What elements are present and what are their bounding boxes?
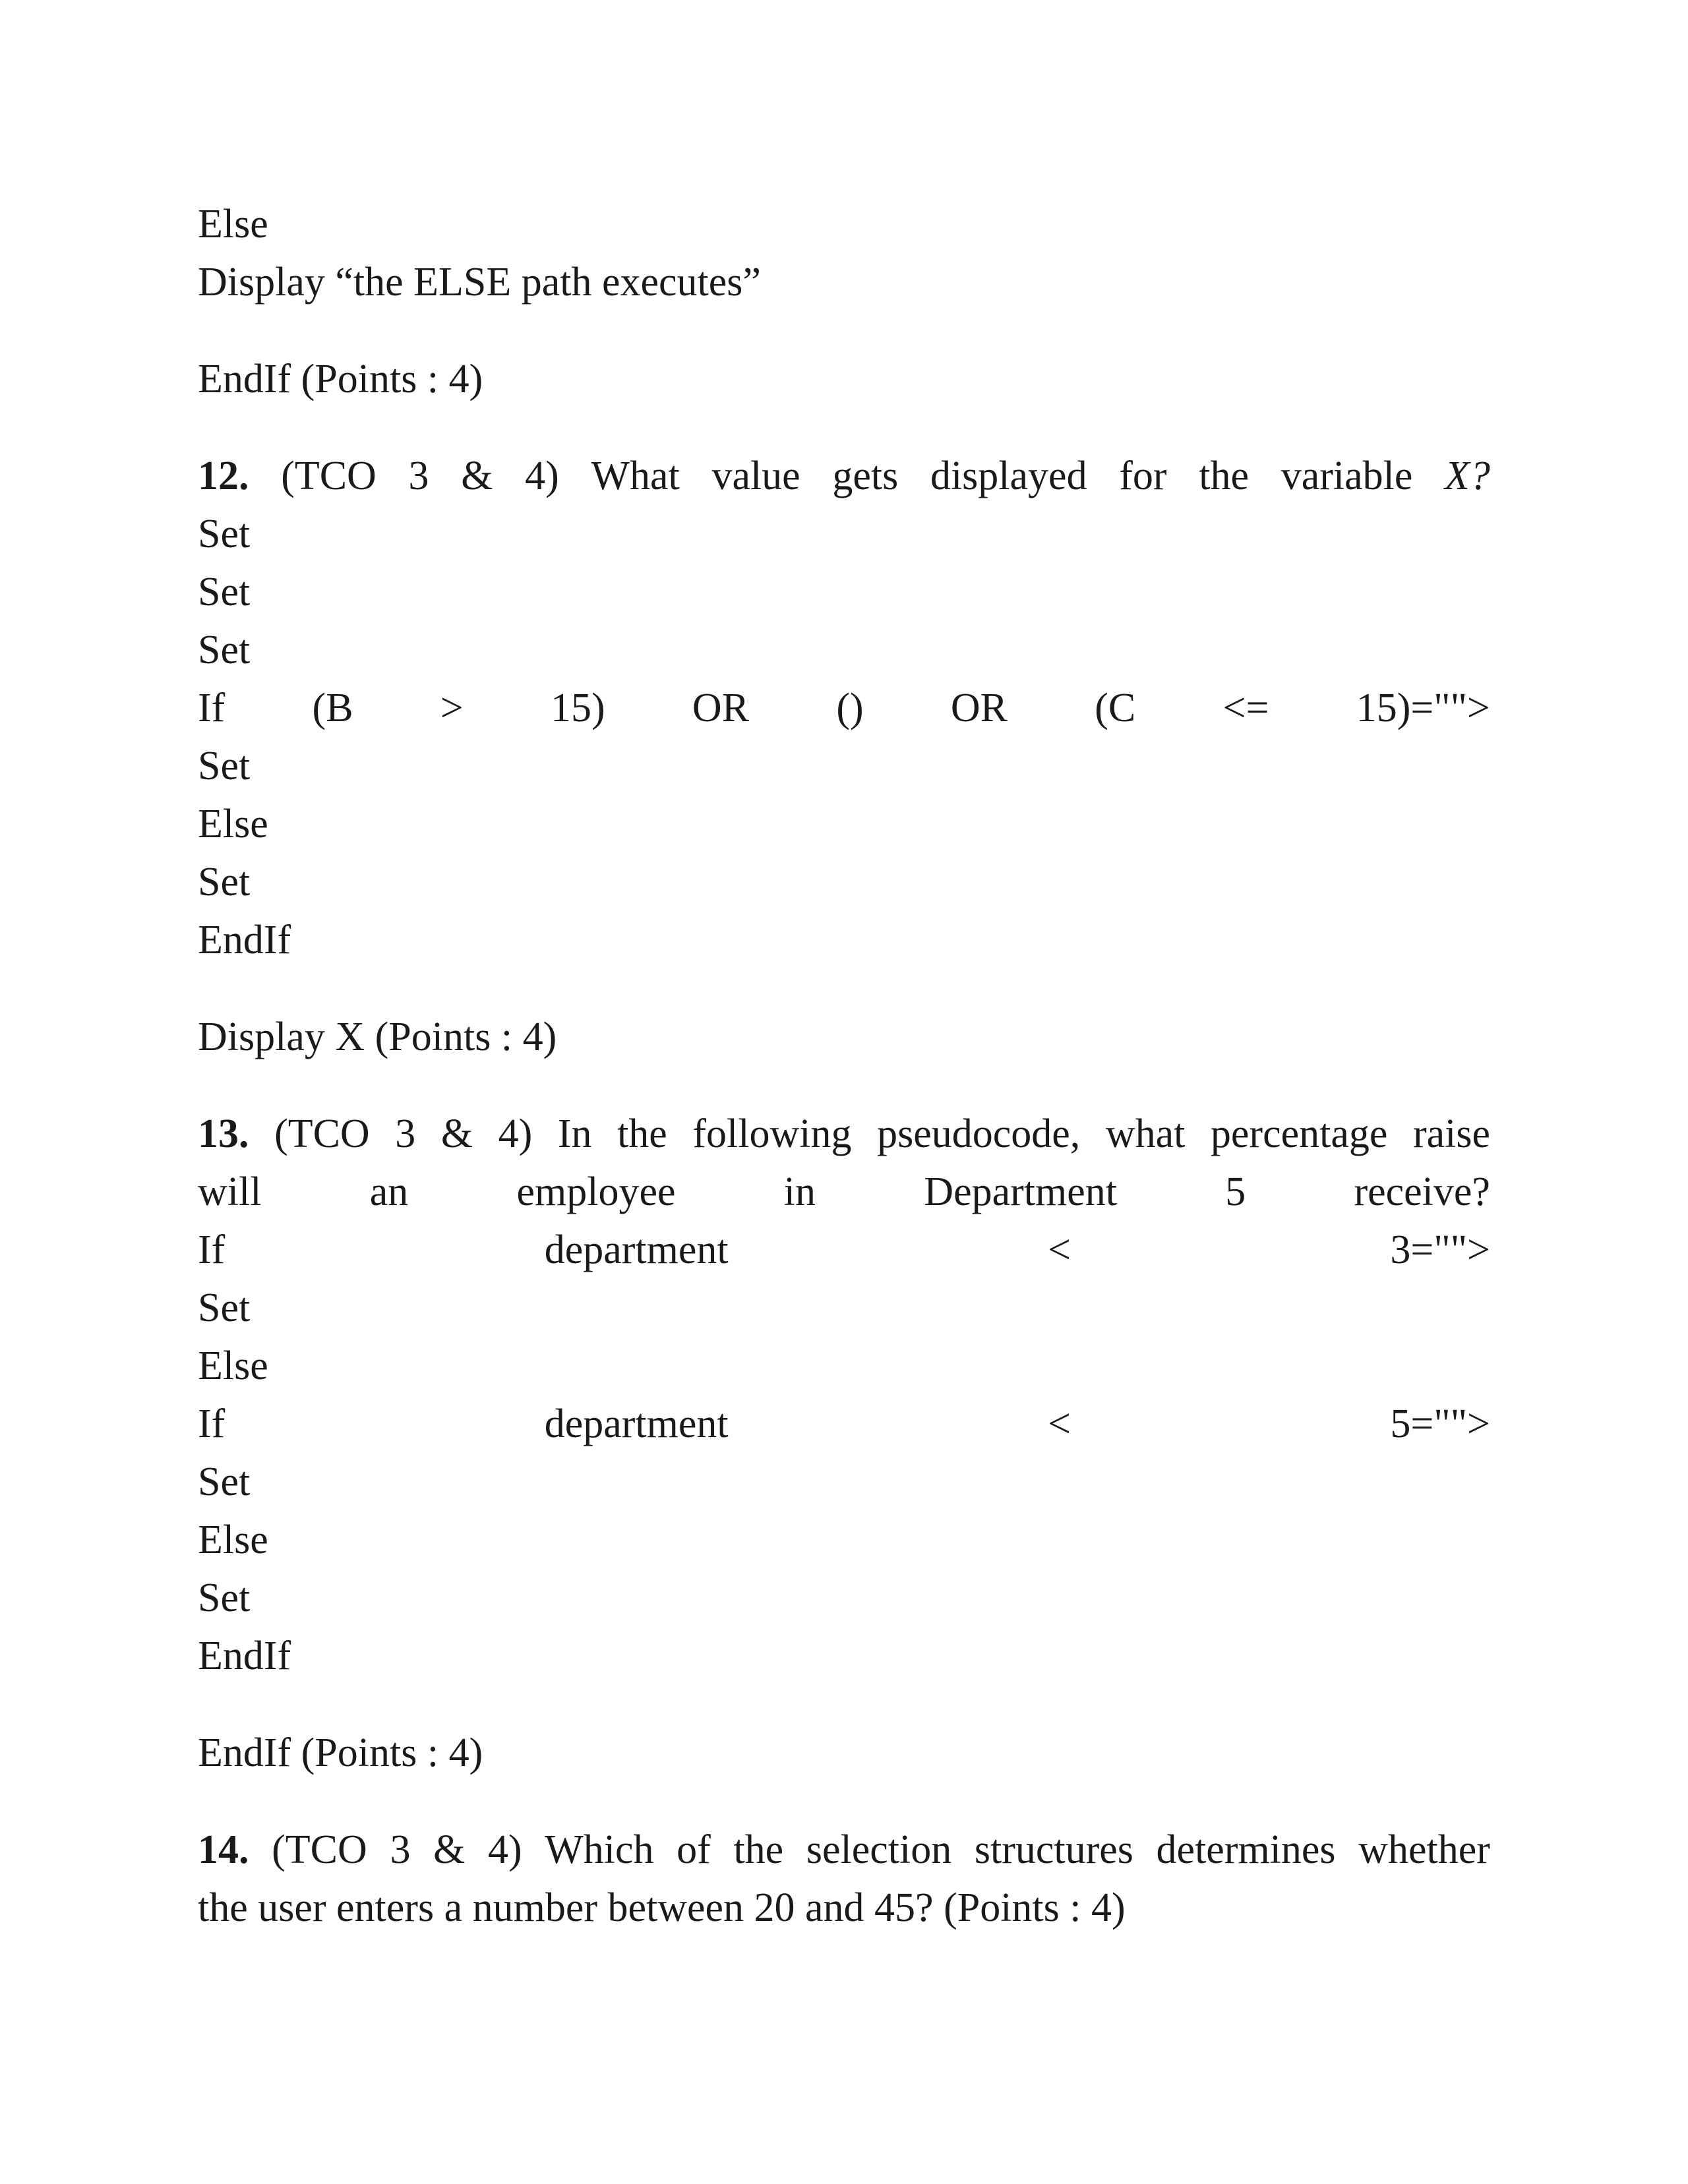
question-number: 12. — [198, 454, 249, 498]
document-page — [198, 0, 1490, 2184]
code-line: Set — [198, 628, 251, 672]
code-line: EndIf — [198, 918, 291, 962]
code-if-line: If department < 3=""> — [198, 1227, 1490, 1272]
code-line: Set — [198, 1576, 251, 1620]
code-if-line: If department < 5=""> — [198, 1402, 1490, 1446]
code-display-points-line: Display X (Points : 4) — [198, 1015, 557, 1059]
code-line: Set — [198, 1285, 251, 1330]
code-line: Set — [198, 570, 251, 614]
code-line: Set — [198, 512, 251, 556]
code-line: Set — [198, 860, 251, 904]
question-number: 13. — [198, 1111, 249, 1156]
question-14-heading: 14. (TCO 3 & 4) Which of the selection structures determines whether — [198, 1821, 1490, 1879]
code-line: Else — [198, 802, 268, 846]
code-line: Else — [198, 1343, 268, 1388]
question-14-heading-line2: the user enters a number between 20 and 45? (Points : 4) — [198, 1885, 1126, 1930]
variable-x: X? — [1445, 454, 1490, 498]
code-else-line: Else — [198, 202, 268, 247]
code-display-line: Display “the ELSE path executes” — [198, 260, 761, 305]
question-12-heading: 12. (TCO 3 & 4) What value gets displayed for the variable X? — [198, 447, 1490, 505]
code-line: Set — [198, 744, 251, 788]
question-number: 14. — [198, 1827, 249, 1872]
code-endif-points-line: EndIf (Points : 4) — [198, 357, 483, 401]
code-endif-points-line: EndIf (Points : 4) — [198, 1730, 483, 1775]
question-13-heading-line2: will an employee in Department 5 receive? — [198, 1169, 1490, 1214]
code-if-line: If (B > 15) OR () OR (C <= 15)=""> — [198, 686, 1490, 730]
code-line: Else — [198, 1518, 268, 1562]
code-line: Set — [198, 1460, 251, 1504]
question-13-heading: 13. (TCO 3 & 4) In the following pseudocode, what percentage raise — [198, 1105, 1490, 1163]
code-line: EndIf — [198, 1634, 291, 1678]
